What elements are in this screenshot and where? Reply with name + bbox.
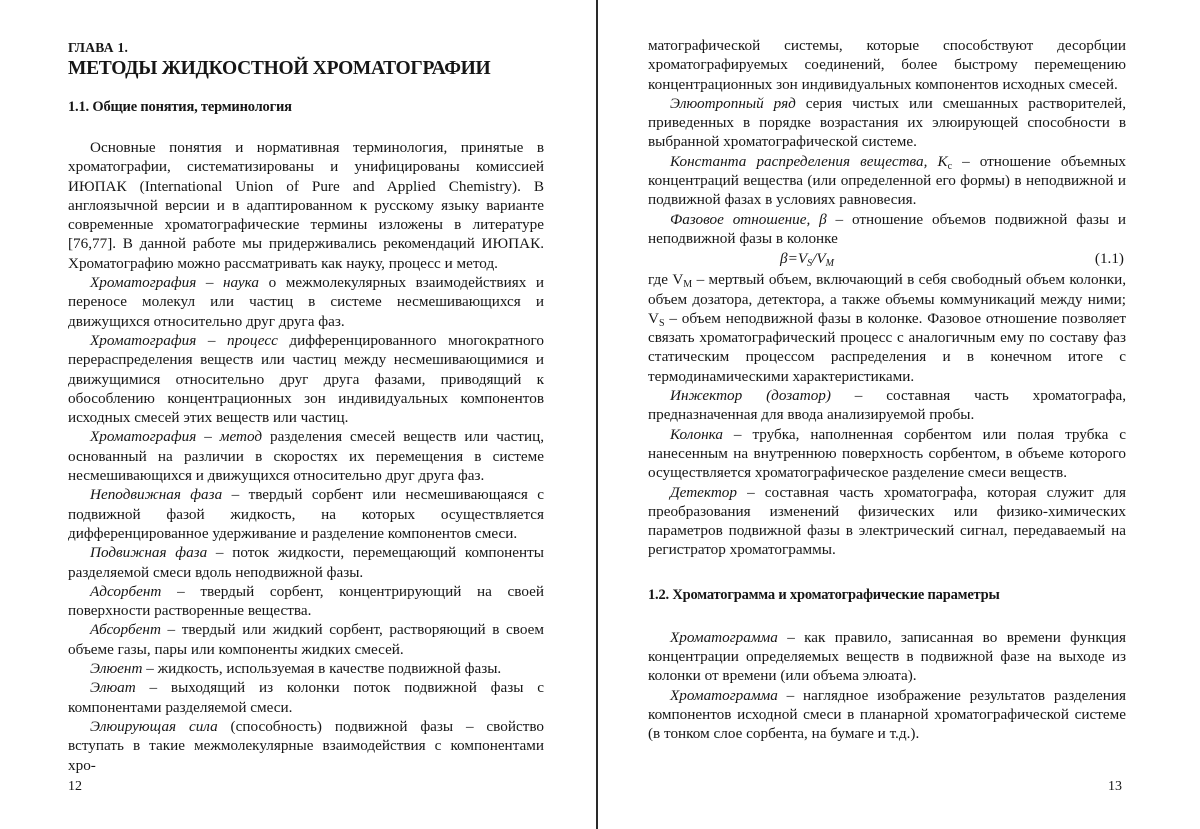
definition-paragraph bbox=[648, 628, 1126, 686]
definition-paragraph bbox=[68, 678, 544, 717]
definition-paragraph bbox=[68, 273, 544, 331]
explanation-part: – объем неподвижной фазы в колонке. Фазовое отношение позволяет связать хроматографический процесс с аналогичным ему по составу фаз статическим процессом распределения и в конечном итоге с термодинамическими характеристиками. bbox=[648, 309, 1126, 385]
definition-paragraph bbox=[648, 210, 1126, 249]
section-heading-1-2: 1.2. Хроматограмма и хроматографические параметры bbox=[648, 586, 1000, 603]
definition-text: – трубка, наполненная сорбентом или полая трубка с нанесенным на внутреннюю поверхность сорбентом, в объеме которого осуществляется хроматографическое разделение смеси веществ. bbox=[648, 425, 1126, 482]
definition-paragraph bbox=[68, 427, 544, 485]
formula-1-1 bbox=[648, 248, 1126, 270]
right-page bbox=[604, 0, 1200, 829]
section-heading-1-1: 1.1. Общие понятия, терминология bbox=[68, 99, 292, 115]
definition-text: – как правило, записанная во времени функция концентрации определяемых веществ в подвижной фазе на выходе из колонки от времени (или объема элюата). bbox=[648, 628, 1126, 685]
term: Подвижная фаза bbox=[90, 544, 208, 562]
explanation-part: где V bbox=[648, 271, 684, 289]
term: Хроматография – процесс bbox=[90, 331, 278, 349]
definition-text: – жидкость, используемая в качестве подвижной фазы. bbox=[142, 660, 502, 678]
subscript: S bbox=[807, 258, 813, 270]
term: Хроматограмма bbox=[670, 686, 778, 704]
definition-text: – составная часть хроматографа, предназначенная для ввода анализируемой пробы. bbox=[648, 387, 1126, 424]
definition-paragraph bbox=[648, 94, 1126, 152]
definition-text: – твердый или жидкий сорбент, растворяющий в своем объеме газы, пары или компоненты жидких смесей. bbox=[68, 621, 544, 658]
term: Колонка bbox=[670, 425, 723, 443]
term: Абсорбент bbox=[90, 621, 161, 639]
term: Детектор bbox=[670, 483, 737, 501]
page-number: 13 bbox=[1108, 779, 1122, 794]
page-number: 12 bbox=[68, 779, 82, 794]
formula-part: β=V bbox=[780, 250, 808, 268]
term: Константа распределения вещества, K bbox=[670, 152, 948, 170]
subscript: M bbox=[825, 258, 834, 270]
term: Элюат bbox=[90, 679, 136, 697]
chapter-title: МЕТОДЫ ЖИДКОСТНОЙ ХРОМАТОГРАФИИ bbox=[68, 58, 491, 79]
left-text-column bbox=[68, 40, 544, 775]
term: Адсорбент bbox=[90, 582, 162, 600]
definition-paragraph bbox=[68, 485, 544, 543]
definition-text: – отношение объемов подвижной фазы и неподвижной фазы в колонке bbox=[648, 210, 1126, 247]
term: Элюотропный ряд bbox=[670, 94, 796, 112]
definition-text: – твердый сорбент, концентрирующий на своей поверхности растворенные вещества. bbox=[68, 582, 544, 620]
definition-paragraph bbox=[648, 386, 1126, 425]
definition-paragraph bbox=[68, 659, 544, 678]
formula-explanation bbox=[648, 270, 1126, 386]
definition-text: (способность) подвижной фазы – свойство вступать в такие межмолекулярные взаимодействия с компонентами хро- bbox=[68, 717, 544, 774]
term: Хроматограмма bbox=[670, 628, 778, 646]
definition-text: серия чистых или смешанных растворителей, приведенных в порядке возрастания их элюирующей способности в выбранной хроматографической системе. bbox=[648, 94, 1126, 151]
formula-expression bbox=[780, 248, 834, 270]
definition-text: – выходящий из колонки поток подвижной фазы с компонентами разделяемой смеси. bbox=[68, 679, 544, 716]
subscript: S bbox=[658, 317, 665, 329]
definition-text: – отношение объемных концентраций вещества (или определенной его формы) в неподвижной и подвижной фазах в условиях равновесия. bbox=[648, 152, 1126, 209]
definition-paragraph bbox=[68, 717, 544, 775]
term: Хроматография – наука bbox=[90, 274, 259, 292]
definition-text: – твердый сорбент или несмешивающаяся с подвижной фазой жидкость, на которых осуществляется дифференцированное удерживание и разделение компонентов смеси. bbox=[68, 486, 544, 542]
subscript: M bbox=[683, 279, 693, 291]
continuation-paragraph: матографической системы, которые способствуют десорбции хроматографируемых соединений, более быстрому перемещению концентрационных зон индивидуальных компонентов исходных смесей. bbox=[648, 37, 1126, 93]
definition-paragraph bbox=[68, 620, 544, 659]
definition-paragraph bbox=[648, 686, 1126, 744]
definition-text: – поток жидкости, перемещающий компоненты разделяемой смеси вдоль неподвижной фазы. bbox=[68, 544, 544, 581]
definition-text: – составная часть хроматографа, которая служит для преобразования изменений физических или физико-химических параметров подвижной фазы в электрический сигнал, передаваемый на регистратор хроматограммы. bbox=[648, 483, 1126, 559]
definition-text: – наглядное изображение результатов разделения компонентов исходной смеси в планарной хроматографической системе (в тонком слое сорбента, на бумаге и т.д.). bbox=[648, 686, 1126, 743]
definition-text: о межмолекулярных взаимодействиях и переносе молекул или частиц в системе несмешивающихся и движущихся относительно друг друга фаз. bbox=[68, 274, 544, 330]
formula-number: (1.1) bbox=[1094, 250, 1124, 268]
explanation-part: – мертвый объем, включающий в себя свободный объем колонки, объем дозатора, детектора, а также объемы коммуникаций между ними; V bbox=[648, 271, 1126, 327]
term: Элюирующая сила bbox=[90, 717, 218, 735]
definition-paragraph bbox=[68, 331, 544, 427]
subscript: c bbox=[947, 160, 953, 172]
term: Инжектор (дозатор) bbox=[670, 387, 831, 405]
definition-paragraph bbox=[648, 152, 1126, 210]
definition-paragraph bbox=[68, 582, 544, 621]
term: Хроматография – метод bbox=[90, 428, 263, 446]
left-page bbox=[0, 0, 596, 829]
term: Неподвижная фаза bbox=[90, 486, 223, 504]
term: Фазовое отношение, β bbox=[670, 210, 827, 228]
term: Элюент bbox=[90, 660, 143, 678]
definition-text: разделения смесей веществ или частиц, основанный на различии в скоростях их перемещения в системе несмешивающихся и движущихся относительно друг друга фаз. bbox=[68, 428, 545, 485]
chapter-label: ГЛАВА 1. bbox=[68, 40, 129, 55]
definition-text: дифференцированного многократного перераспределения веществ или частиц между несмешивающимися и движущимися относительно друг друга фазами, приводящий к обособлению концентрационных зон индивидуальных компонентов исходных смесей этих веществ или частиц. bbox=[68, 331, 544, 427]
definition-paragraph bbox=[648, 483, 1126, 560]
page-divider bbox=[596, 0, 598, 829]
intro-paragraph: Основные понятия и нормативная терминология, принятые в хроматографии, систематизированы и унифицированы комиссией ИЮПАК (International Union of Pure and Applied Chemistry). В англоязычной версии и в адаптированном к русскому языку варианте современные хроматографические термины изложены в литературе [76,77]. В данной работе мы придерживались рекомендаций ИЮПАК. Хроматографию можно рассматривать как науку, процесс и метод. bbox=[68, 139, 544, 272]
definition-paragraph bbox=[68, 543, 544, 582]
formula-part: /V bbox=[812, 250, 826, 268]
right-text-column bbox=[648, 36, 1126, 744]
definition-paragraph bbox=[648, 425, 1126, 483]
